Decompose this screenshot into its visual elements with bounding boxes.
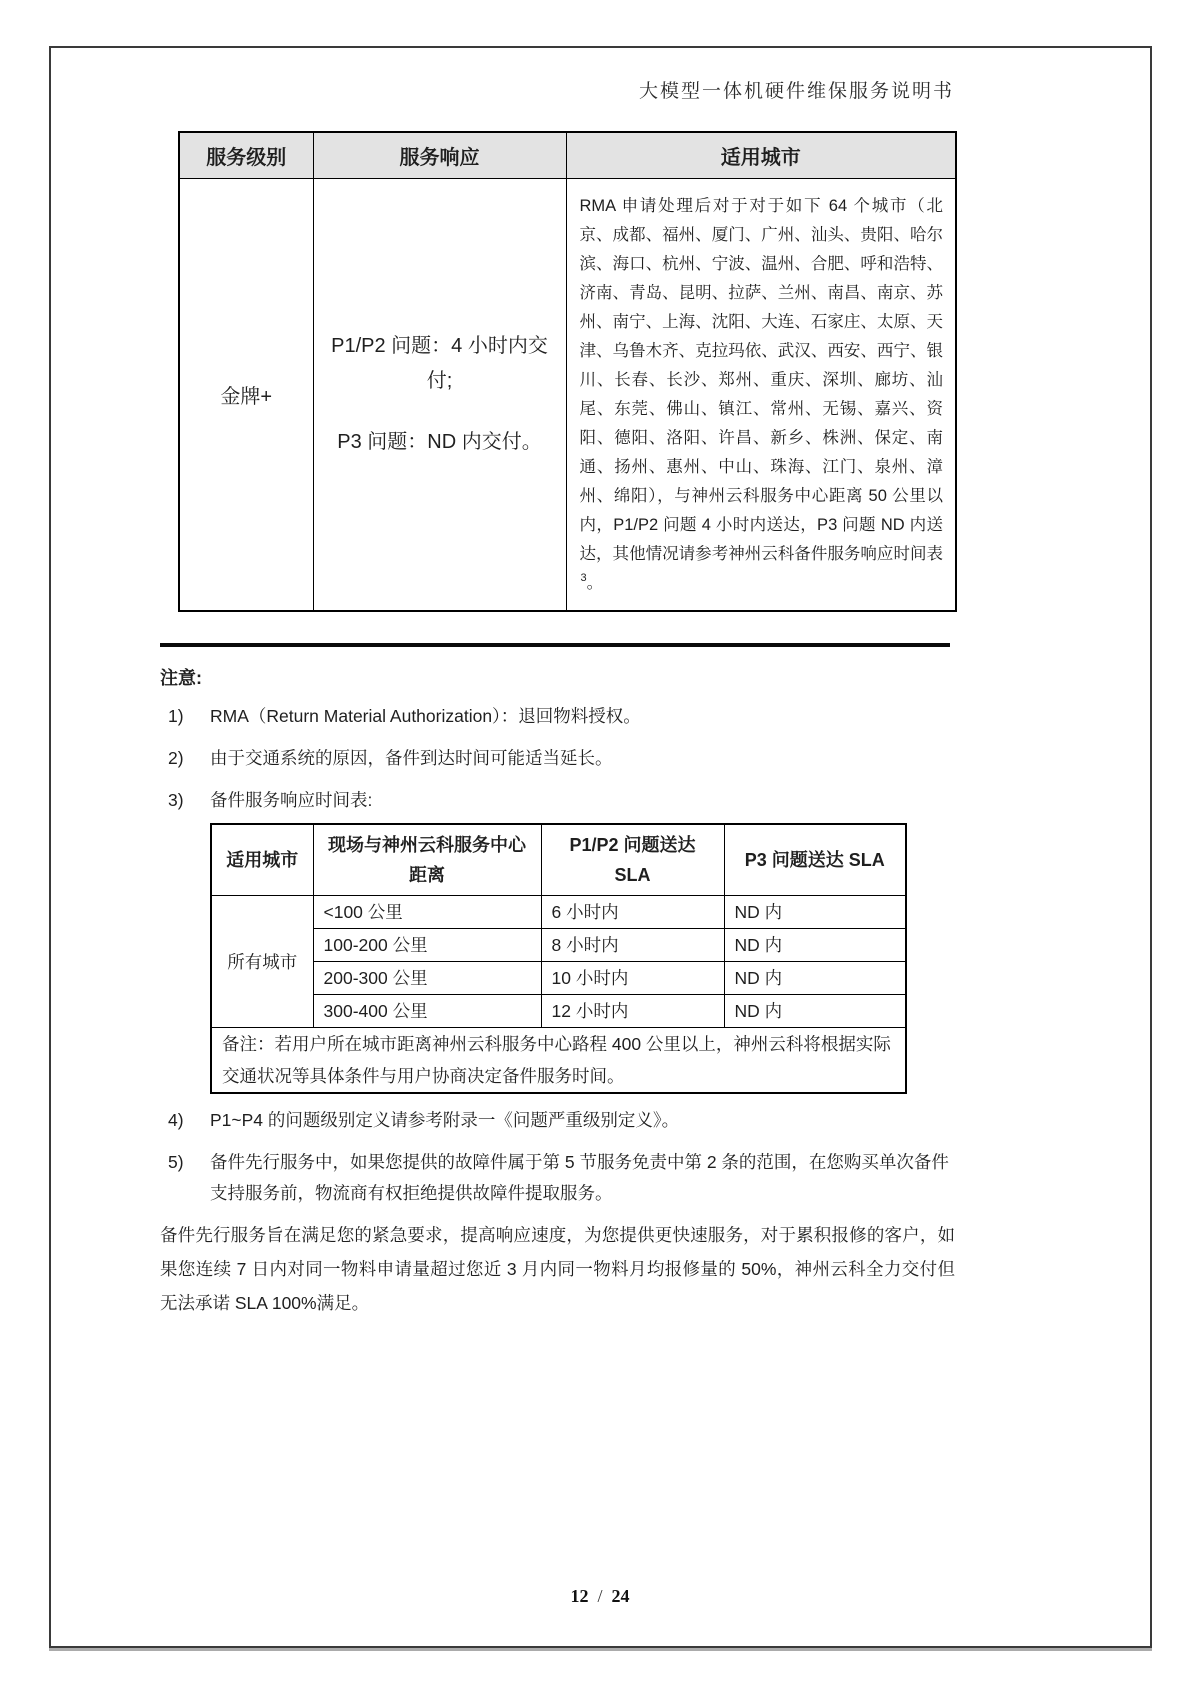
sla-header-row [211,824,906,896]
total-page-number: 24 [611,1586,630,1606]
header-cell-p3-sla: P3 问题送达 SLA [724,824,906,896]
response-p1p2-text: P1/P2 问题：4 小时内交付; [331,334,548,392]
note-text: 备件先行服务中，如果您提供的故障件属于第 5 节服务免责中第 2 条的范围，在您购买单次备件支持服务前，物流商有权拒绝提供故障件提取服务。 [210,1151,949,1203]
sla-row-1 [211,895,906,928]
header-cell-distance: 现场与神州云科服务中心距离 [313,824,541,896]
note-number: 1) [168,705,184,726]
note-item-5 [160,1147,955,1209]
note-text: RMA（Return Material Authorization）：退回物料授权。 [210,705,641,726]
current-page-number: 12 [570,1586,589,1606]
note-item-4 [160,1105,955,1136]
notes-heading: 注意: [160,667,202,688]
service-level-table [178,131,957,612]
p1p2-sla-cell: 12 小时内 [541,994,724,1027]
distance-cell: 300-400 公里 [313,994,541,1027]
footnote-reference: 3 [580,572,587,584]
spare-parts-sla-table [210,823,907,1094]
p3-sla-cell: ND 内 [724,895,906,928]
table-header-row [179,132,956,178]
p3-sla-cell: ND 内 [724,961,906,994]
note-number: 3) [168,789,184,810]
closing-paragraph: 备件先行服务旨在满足您的紧急要求，提高响应速度，为您提供更快速服务，对于累积报修的客户，如果您连续 7 日内对同一物料申请量超过您近 3 月内同一物料月均报修量的 50%，神州云科全力交付但无法承诺 SLA 100%满足。 [160,1224,955,1313]
p1p2-sla-cell: 8 小时内 [541,928,724,961]
note-text: 由于交通系统的原因，备件到达时间可能适当延长。 [210,747,613,768]
sla-row-3 [211,961,906,994]
note-text: P1~P4 的问题级别定义请参考附录一《问题严重级别定义》。 [210,1109,680,1130]
distance-cell: 200-300 公里 [313,961,541,994]
note-item-3 [160,785,955,816]
section-divider-rule [160,643,950,647]
service-response-cell [313,178,566,611]
table-row [179,178,956,611]
header-cell-city: 适用城市 [211,824,313,896]
document-title: 大模型一体机硬件维保服务说明书 [638,81,954,102]
p3-sla-cell: ND 内 [724,994,906,1027]
sla-table-note: 备注：若用户所在城市距离神州云科服务中心路程 400 公里以上，神州云科将根据实际交通状况等具体条件与用户协商决定备件服务时间。 [211,1027,906,1093]
header-cell-p1p2-sla: P1/P2 问题送达 SLA [541,824,724,896]
cities-text: RMA 申请处理后对于对于如下 64 个城市（北京、成都、福州、厦门、广州、汕头、贵阳、哈尔滨、海口、杭州、宁波、温州、合肥、呼和浩特、济南、青岛、昆明、拉萨、兰州、南昌、南京、苏州、南宁、上海、沈阳、大连、石家庄、太原、天津、乌鲁木齐、克拉玛依、武汉、西安、西宁、银川、长春、长沙、郑州、重庆、深圳、廊坊、汕尾、东莞、佛山、镇江、常州、无锡、嘉兴、资阳、德阳、洛阳、许昌、新乡、株洲、保定、南通、扬州、惠州、中山、珠海、江门、泉州、漳州、绵阳），与神州云科服务中心距离 50 公里以内，P1/P2 问题 4 小时内送达，P3 问题 ND 内送达，其他情况请参考神州云科备件服务响应时间表 [579,196,943,563]
cities-text-end: 。 [586,573,604,592]
p3-sla-cell: ND 内 [724,928,906,961]
sla-row-2 [211,928,906,961]
note-number: 5) [168,1151,184,1172]
applicable-cities-cell [566,178,956,611]
page-separator: / [597,1586,603,1606]
note-item-2 [160,743,955,774]
header-cell-service-level: 服务级别 [179,132,313,178]
note-item-1 [160,701,955,732]
note-number: 4) [168,1109,184,1130]
header-cell-service-response: 服务响应 [313,132,566,178]
header-cell-applicable-cities: 适用城市 [566,132,956,178]
distance-cell: 100-200 公里 [313,928,541,961]
response-p3-text: P3 问题：ND 内交付。 [337,430,542,453]
service-level-cell: 金牌+ [179,178,313,611]
note-text: 备件服务响应时间表: [210,789,373,810]
page-footer [0,1586,1200,1607]
p1p2-sla-cell: 6 小时内 [541,895,724,928]
sla-note-row [211,1027,906,1093]
distance-cell: <100 公里 [313,895,541,928]
note-number: 2) [168,747,184,768]
p1p2-sla-cell: 10 小时内 [541,961,724,994]
sla-row-4 [211,994,906,1027]
page-content [160,131,955,1320]
city-scope-cell: 所有城市 [211,895,313,1027]
